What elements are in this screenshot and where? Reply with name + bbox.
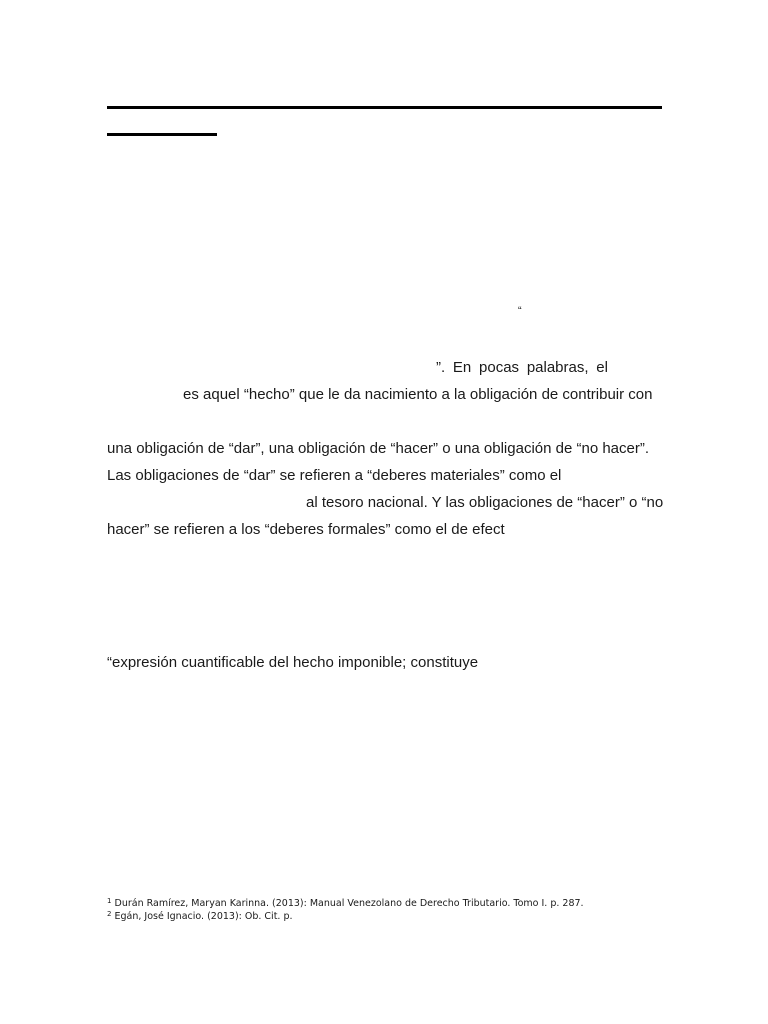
- footnote-text: Durán Ramírez, Maryan Karinna. (2013): Manual Venezolano de Derecho Tributario. Tomo I. p. 287.: [114, 898, 584, 909]
- footnote-marker: 1: [107, 897, 112, 905]
- word: pocas: [479, 359, 520, 376]
- text-line-tesoro: al tesoro nacional. Y las obligaciones de “hacer” o “no: [306, 494, 664, 511]
- word: En: [452, 359, 472, 376]
- text-line-hecho: es aquel “hecho” que le da nacimiento a la obligación de contribuir con: [183, 386, 653, 403]
- footnote-text: Egán, José Ignacio. (2013): Ob. Cit. p.: [114, 911, 293, 922]
- word: palabras,: [526, 359, 589, 376]
- text-line-pocas-palabras: [436, 359, 608, 377]
- footnote-2: [107, 908, 293, 923]
- heading-rule-short: [107, 133, 217, 136]
- word: el: [596, 359, 608, 376]
- closing-quote: ”.: [436, 359, 446, 376]
- footnote-marker: 2: [107, 910, 112, 918]
- text-line-obligaciones: Las obligaciones de “dar” se refieren a “deberes materiales” como el: [107, 467, 562, 484]
- text-line-expresion: “expresión cuantificable del hecho imponible; constituye: [107, 654, 479, 671]
- text-line-dar: una obligación de “dar”, una obligación de “hacer” o una obligación de “no hacer”.: [107, 440, 650, 457]
- text-line-formales: hacer” se refieren a los “deberes formales” como el de efect: [107, 521, 505, 538]
- open-quote-mark: “: [518, 305, 522, 317]
- heading-rule: [107, 106, 662, 109]
